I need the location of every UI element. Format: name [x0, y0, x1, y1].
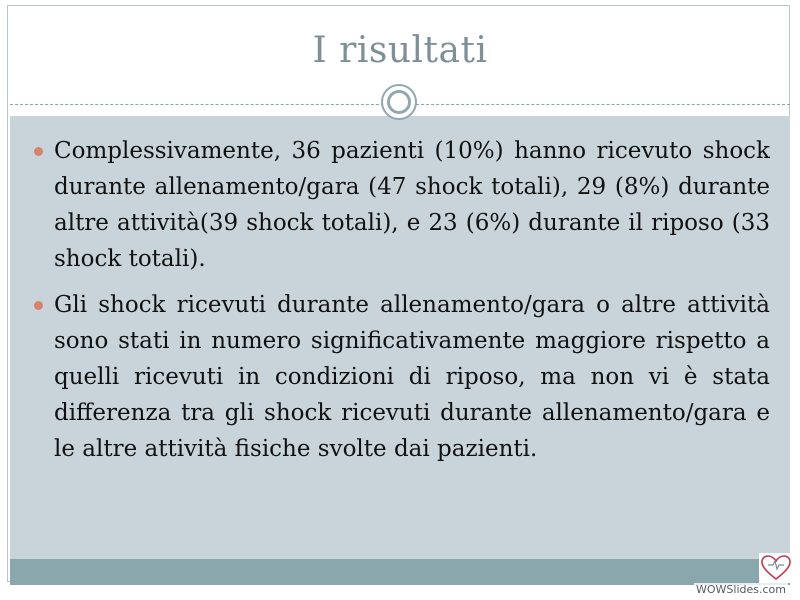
- ring-ornament-inner: [387, 90, 411, 114]
- bullet-text: Gli shock ricevuti durante allenamento/gara o altre attività sono stati in numero significativamente maggiore rispetto a quelli ricevuti in condizioni di riposo, ma non vi è stata differenza tra gli shock ricevuti durante allenamento/gara e le altre attività fisiche svolte dai pazienti.: [54, 292, 770, 462]
- bullet-dot-icon: [34, 147, 43, 156]
- bullet-dot-icon: [34, 301, 43, 310]
- bullet-item: [34, 133, 770, 277]
- bullet-text: Complessivamente, 36 pazienti (10%) hanno ricevuto shock durante allenamento/gara (47 shock totali), 29 (8%) durante altre attività(39 shock totali), e 23 (6%) durante il riposo (33 shock totali).: [54, 138, 770, 272]
- watermark: WOWSlides.com: [696, 583, 786, 596]
- bullet-list: [34, 133, 770, 477]
- heart-logo-icon: [759, 553, 793, 583]
- slide-title: I risultati: [312, 30, 488, 71]
- bullet-item: [34, 287, 770, 467]
- ring-ornament-icon: [381, 84, 417, 120]
- footer-band: [10, 559, 790, 585]
